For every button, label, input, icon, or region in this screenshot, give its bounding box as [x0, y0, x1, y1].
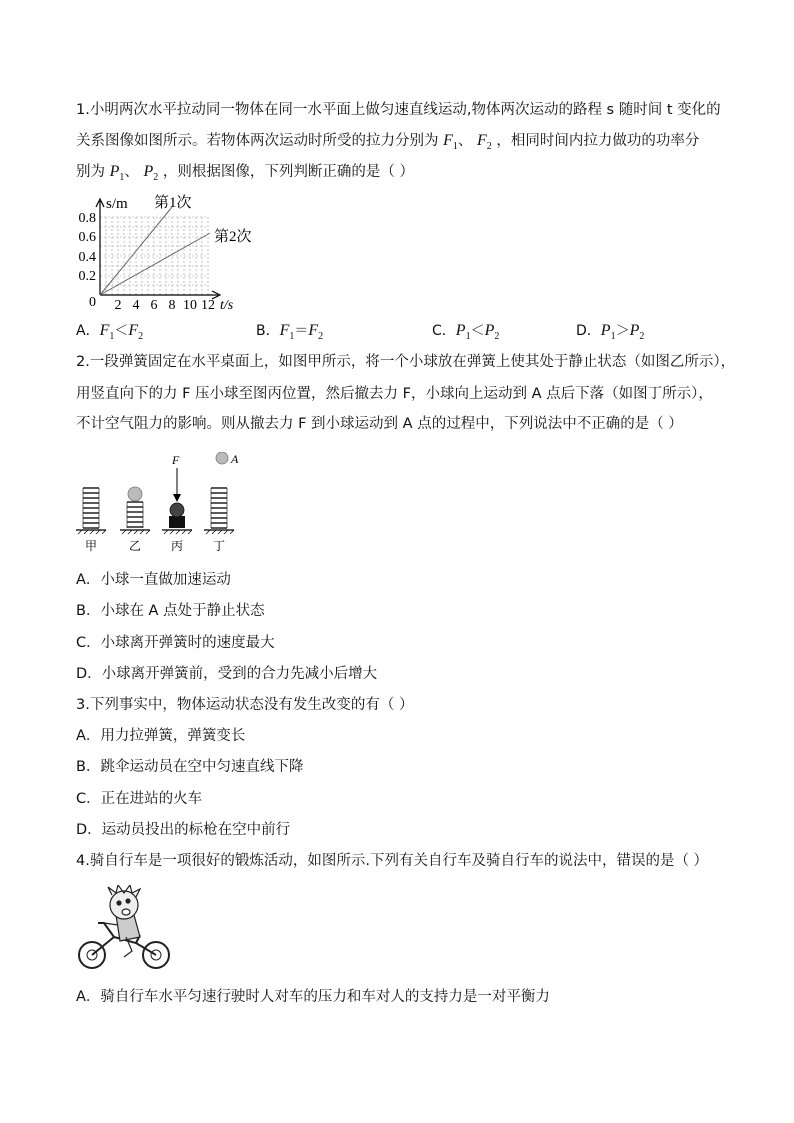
x-tick: 8 — [168, 298, 176, 311]
q2-option-b[interactable]: B．小球在 A 点处于静止状态 — [76, 603, 265, 619]
q4-stem: 4.骑自行车是一项很好的锻炼活动，如图所示.下列有关自行车及骑自行车的说法中，错误的是（ ） — [76, 853, 709, 869]
q1-option-c[interactable]: C．$P_1<P_2$ — [432, 322, 500, 343]
q2-stem-line1: 2.一段弹簧固定在水平桌面上，如图甲所示，将一个小球放在弹簧上使其处于静止状态（如图乙所示）， — [76, 354, 736, 370]
label-ding: 丁 — [212, 539, 226, 553]
label-jia: 甲 — [84, 539, 98, 553]
q1-stem-line3 — [76, 162, 414, 188]
ball-icon — [128, 487, 142, 501]
q4-option-a[interactable]: A．骑自行车水平匀速行驶时人对车的压力和车对人的支持力是一对平衡力 — [76, 989, 550, 1005]
q1-option-d[interactable]: D．$P_1>P_2$ — [576, 322, 645, 343]
q1-options — [76, 320, 726, 342]
label-yi: 乙 — [128, 539, 142, 553]
q1-text: ，相同时间内拉力做功的功率分 — [496, 133, 700, 149]
x-tick: 12 — [201, 298, 215, 311]
q3-option-d[interactable]: D．运动员投出的标枪在空中前行 — [76, 822, 291, 838]
q3-stem: 3.下列事实中，物体运动状态没有发生改变的有（ ） — [76, 697, 414, 713]
q1-sep: 、 — [457, 133, 473, 149]
point-a-label: A — [231, 452, 239, 466]
label-bing: 丙 — [170, 539, 184, 553]
graph-ylabel: s/m — [106, 196, 128, 212]
f1-symbol: $F_1$ — [443, 132, 458, 153]
line-second-run — [100, 233, 210, 295]
q1-option-a[interactable]: A．$F_1<F_2$ — [76, 322, 144, 343]
q4-bicycle-figure — [76, 885, 172, 975]
q2-spring-figure — [74, 452, 274, 558]
q1-option-b[interactable]: B．$F_1=F_2$ — [256, 322, 324, 343]
x-tick: 10 — [183, 298, 197, 311]
spring-jia — [83, 488, 99, 528]
q1-distance-time-graph — [72, 193, 272, 311]
spring-ding — [211, 488, 227, 528]
q1-text: 关系图像如图所示。若物体两次运动时所受的拉力分别为 — [76, 133, 439, 149]
q3-option-c[interactable]: C．正在进站的火车 — [76, 791, 203, 807]
rider-icon — [104, 885, 140, 957]
q2-option-c[interactable]: C．小球离开弹簧时的速度最大 — [76, 635, 275, 651]
q1-text: ，则根据图像，下列判断正确的是（ ） — [162, 164, 414, 180]
p2-symbol: $P_2$ — [143, 163, 159, 184]
q1-stem-line1: 1.小明两次水平拉动同一物体在同一水平面上做匀速直线运动,物体两次运动的路程 s 随时间 t 变化的 — [76, 102, 721, 118]
y-tick: 0.8 — [78, 211, 96, 226]
q2-option-a[interactable]: A．小球一直做加速运动 — [76, 572, 231, 588]
ball-icon — [216, 452, 228, 464]
q1-text: 别为 — [76, 164, 105, 180]
y-tick: 0.4 — [78, 250, 96, 265]
q3-option-b[interactable]: B．跳伞运动员在空中匀速直线下降 — [76, 759, 304, 775]
q2-stem-line3: 不计空气阻力的影响。则从撤去力 F 到小球运动到 A 点的过程中，下列说法中不正确的是（ ） — [76, 416, 683, 432]
q2-option-d[interactable]: D．小球离开弹簧前，受到的合力先减小后增大 — [76, 666, 378, 682]
f2-symbol: $F_2$ — [477, 132, 492, 153]
force-label: F — [172, 453, 180, 467]
force-arrow-icon — [173, 494, 181, 502]
p1-symbol: $P_1$ — [109, 163, 125, 184]
graph-xlabel: t/s — [220, 298, 234, 311]
x-tick: 2 — [114, 298, 122, 311]
q1-stem-line2 — [76, 131, 699, 157]
x-tick: 4 — [132, 298, 140, 311]
q1-sep: 、 — [124, 164, 139, 180]
spring-bing-compressed — [169, 516, 185, 528]
label-first-run: 第1次 — [154, 195, 192, 211]
label-second-run: 第2次 — [214, 229, 252, 245]
q3-option-a[interactable]: A．用力拉弹簧，弹簧变长 — [76, 728, 246, 744]
y-tick: 0.6 — [78, 230, 96, 245]
x-tick: 6 — [150, 298, 158, 311]
origin-label: 0 — [89, 295, 96, 310]
y-tick: 0.2 — [78, 269, 96, 284]
spring-yi — [127, 502, 143, 528]
ball-icon — [170, 503, 184, 517]
q2-stem-line2: 用竖直向下的力 F 压小球至图丙位置，然后撤去力 F，小球向上运动到 A 点后下落（如图丁所示）， — [76, 386, 713, 402]
